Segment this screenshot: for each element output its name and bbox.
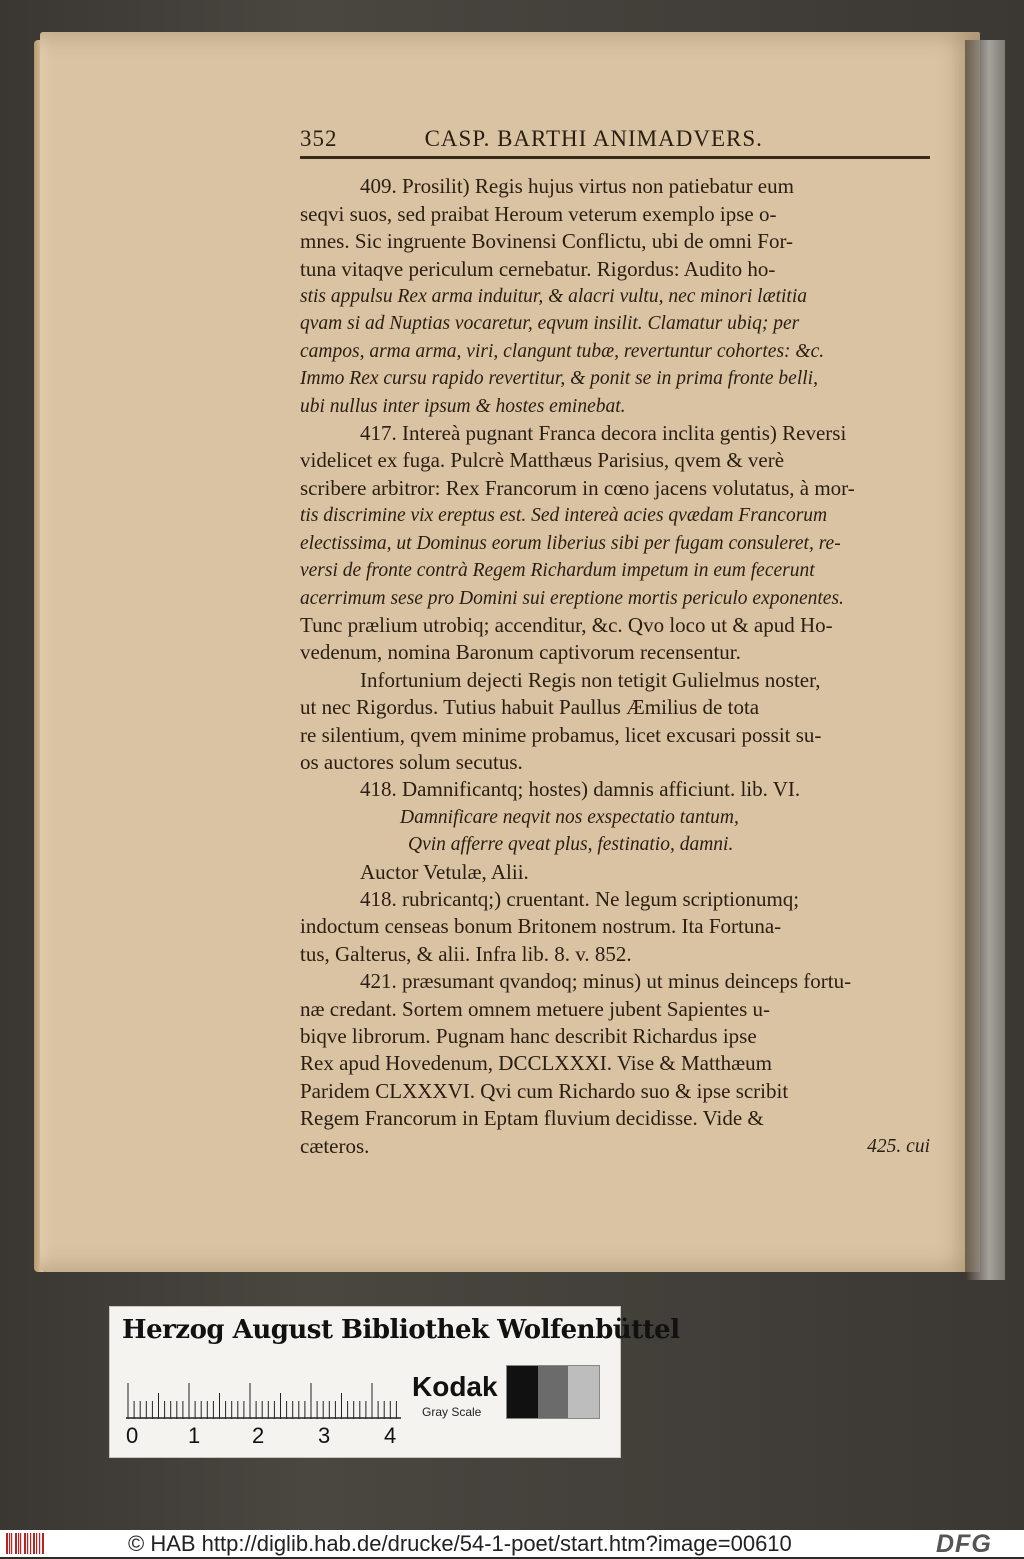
text-line: scribere arbitror: Rex Francorum in cœno jacens volutatus, à mor- — [300, 475, 855, 500]
ruler-numbers — [122, 1423, 412, 1453]
barcode-bar — [33, 1533, 35, 1554]
text-line: Auctor Vetulæ, Alii. — [360, 859, 529, 884]
text-line: indoctum censeas bonum Britonem nostrum. Ita Fortuna- — [300, 914, 782, 939]
ruler-number: 4 — [384, 1423, 397, 1448]
barcode-bar — [39, 1533, 40, 1554]
gray-scale-label: Gray Scale — [422, 1405, 482, 1419]
last-line-text: cæteros. — [300, 1133, 370, 1158]
catchword: 425. cui — [867, 1135, 930, 1157]
text-line: tus, Galterus, & alii. Infra lib. 8. v. 852. — [300, 941, 632, 966]
text-line: 421. præsumant qvandoq; minus) ut minus deinceps fortu- — [360, 969, 852, 994]
text-line: Infortunium dejecti Regis non tetigit Gulielmus noster, — [360, 667, 821, 692]
gray-patch — [507, 1366, 538, 1418]
barcode-icon — [6, 1533, 46, 1554]
text-lines — [300, 173, 930, 1132]
text-line: Regem Francorum in Eptam fluvium decidisse. Vide & — [300, 1106, 764, 1131]
copyright-url[interactable]: © HAB http://diglib.hab.de/drucke/54-1-poet/start.htm?image=00610 — [128, 1531, 792, 1556]
footer-bar — [0, 1530, 1024, 1557]
gray-patch — [568, 1366, 599, 1418]
card-title: Herzog August Bibliothek Wolfenbüttel — [122, 1315, 680, 1345]
text-line: tis discrimine vix ereptus est. Sed intereà acies qvædam Francorum — [300, 505, 828, 527]
barcode-bar — [20, 1533, 21, 1554]
barcode-bar — [24, 1533, 26, 1554]
text-line: 418. rubricantq;) cruentant. Ne legum scriptionumq; — [360, 886, 800, 911]
gray-patch — [538, 1366, 569, 1418]
text-line: electissima, ut Dominus eorum liberius sibi per fugam consuleret, re- — [300, 532, 841, 554]
text-line: re silentium, qvem minime probamus, licet excusari possit su- — [300, 722, 822, 747]
page-text — [300, 125, 930, 1165]
barcode-bar — [18, 1533, 19, 1554]
ruler-number: 0 — [126, 1423, 139, 1448]
text-line: Immo Rex cursu rapido revertitur, & ponit se in prima fronte belli, — [300, 368, 818, 390]
color-scale-card — [109, 1306, 680, 1458]
text-line: 409. Prosilit) Regis hujus virtus non patiebatur eum — [360, 174, 794, 199]
catchword-line — [300, 1133, 930, 1160]
text-line: 417. Intereà pugnant Franca decora inclita gentis) Reversi — [360, 421, 847, 446]
ruler — [126, 1383, 401, 1419]
text-line: Damnificare neqvit nos exspectatio tantum, — [400, 806, 739, 828]
text-line: Qvin afferre qveat plus, festinatio, damni. — [408, 834, 734, 856]
text-line: versi de fronte contrà Regem Richardum impetum in eum fecerunt — [300, 560, 815, 582]
text-line: vedenum, nomina Baronum captivorum recensentur. — [300, 640, 741, 665]
barcode-bar — [6, 1533, 8, 1554]
ruler-number: 3 — [318, 1423, 331, 1448]
page-gutter-shadow — [965, 40, 1005, 1280]
running-head — [300, 125, 930, 159]
text-line: Rex apud Hovedenum, DCCLXXXI. Vise & Matthæum — [300, 1051, 772, 1076]
text-line: videlicet ex fuga. Pulcrè Matthæus Parisius, qvem & verè — [300, 448, 785, 473]
kodak-logo: Kodak — [412, 1371, 498, 1402]
text-line: acerrimum sese pro Domini sui ereptione mortis periculo exponentes. — [300, 587, 844, 609]
barcode-bar — [30, 1533, 31, 1554]
running-head-title: CASP. BARTHI ANIMADVERS. — [424, 126, 763, 151]
ruler-number: 1 — [188, 1423, 201, 1448]
barcode-bar — [15, 1533, 17, 1554]
barcode-bar — [42, 1533, 44, 1554]
text-line: campos, arma arma, viri, clangunt tubæ, revertuntur cohortes: &c. — [300, 340, 825, 362]
text-line: biqve librorum. Pugnam hanc describit Richardus ipse — [300, 1024, 757, 1048]
text-line: qvam si ad Nuptias vocaretur, eqvum insilit. Clamatur ubiq; per — [300, 313, 800, 335]
gray-patches — [506, 1365, 600, 1419]
barcode-bar — [9, 1533, 10, 1554]
text-line: ut nec Rigordus. Tutius habuit Paullus Æmilius de tota — [300, 695, 760, 720]
text-line: 418. Damnificantq; hostes) damnis afficiunt. lib. VI. — [360, 777, 801, 802]
barcode-bar — [11, 1533, 12, 1554]
text-line: næ credant. Sortem omnem metuere jubent Sapientes u- — [300, 996, 771, 1021]
barcode-bar — [36, 1533, 37, 1554]
page-number: 352 — [300, 126, 338, 151]
text-line: ubi nullus inter ipsum & hostes eminebat. — [300, 395, 626, 417]
barcode-bar — [27, 1533, 28, 1554]
text-line: tuna vitaqve periculum cernebatur. Rigordus: Audito ho- — [300, 256, 776, 281]
dfg-logo: DFG — [936, 1530, 992, 1558]
text-line: stis appulsu Rex arma induitur, & alacri vultu, nec minori lætitia — [300, 286, 807, 308]
ruler-number: 2 — [252, 1423, 265, 1448]
text-line: Paridem CLXXXVI. Qvi cum Richardo suo & ipse scribit — [300, 1078, 789, 1103]
text-line: os auctores solum secutus. — [300, 749, 523, 774]
text-line: seqvi suos, sed praibat Heroum veterum exemplo ipse o- — [300, 201, 777, 226]
text-line: mnes. Sic ingruente Bovinensi Conflictu, ubi de omni For- — [300, 229, 794, 254]
text-line: Tunc prælium utrobiq; accenditur, &c. Qvo loco ut & apud Ho- — [300, 612, 833, 637]
